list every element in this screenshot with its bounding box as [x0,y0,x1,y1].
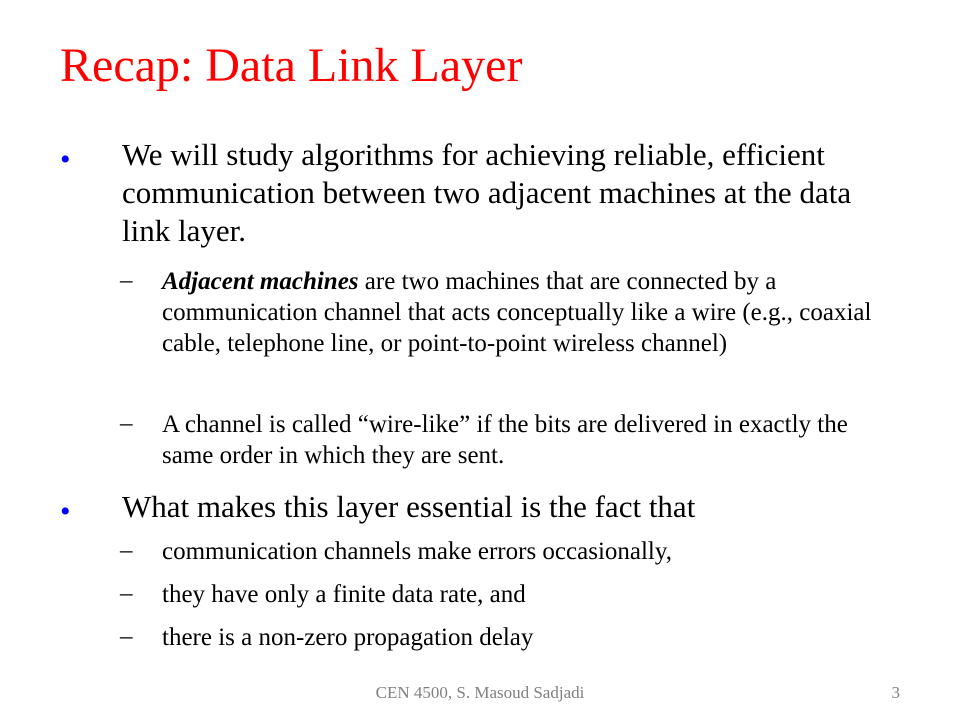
dash-marker: – [120,410,133,437]
bullet-2-text: What makes this layer essential is the fact that [122,489,696,524]
dash-marker: – [120,580,133,607]
subitem-1-2: A channel is called “wire-like” if the bits are delivered in exactly the same order in which they are sent. [162,411,848,469]
bullet-marker: • [60,143,71,176]
subitem-1-1-emphasis: Adjacent machines [162,268,359,295]
subitem-2-3: there is a non-zero propagation delay [162,624,534,651]
dash-marker: – [120,537,133,564]
footer-course: CEN 4500, S. Masoud Sadjadi [375,683,585,702]
subitem-2-2: they have only a finite data rate, and [162,581,526,608]
subitem-2-1: communication channels make errors occasionally, [162,538,672,565]
subitem-1-1 [162,266,902,359]
page-number: 3 [891,683,900,702]
subitem-1-1-text: are two machines that are connected by a communication channel that acts conceptually like a wire (e.g., coaxial cable, telephone line, or point-to-point wireless channel) [162,268,872,357]
bullet-1-text: We will study algorithms for achieving reliable, efficient communication between two adjacent machines at the data link layer. [122,137,852,248]
dash-marker: – [120,267,133,294]
bullet-marker: • [60,495,71,528]
slide-title: Recap: Data Link Layer [60,39,523,92]
dash-marker: – [120,623,133,650]
